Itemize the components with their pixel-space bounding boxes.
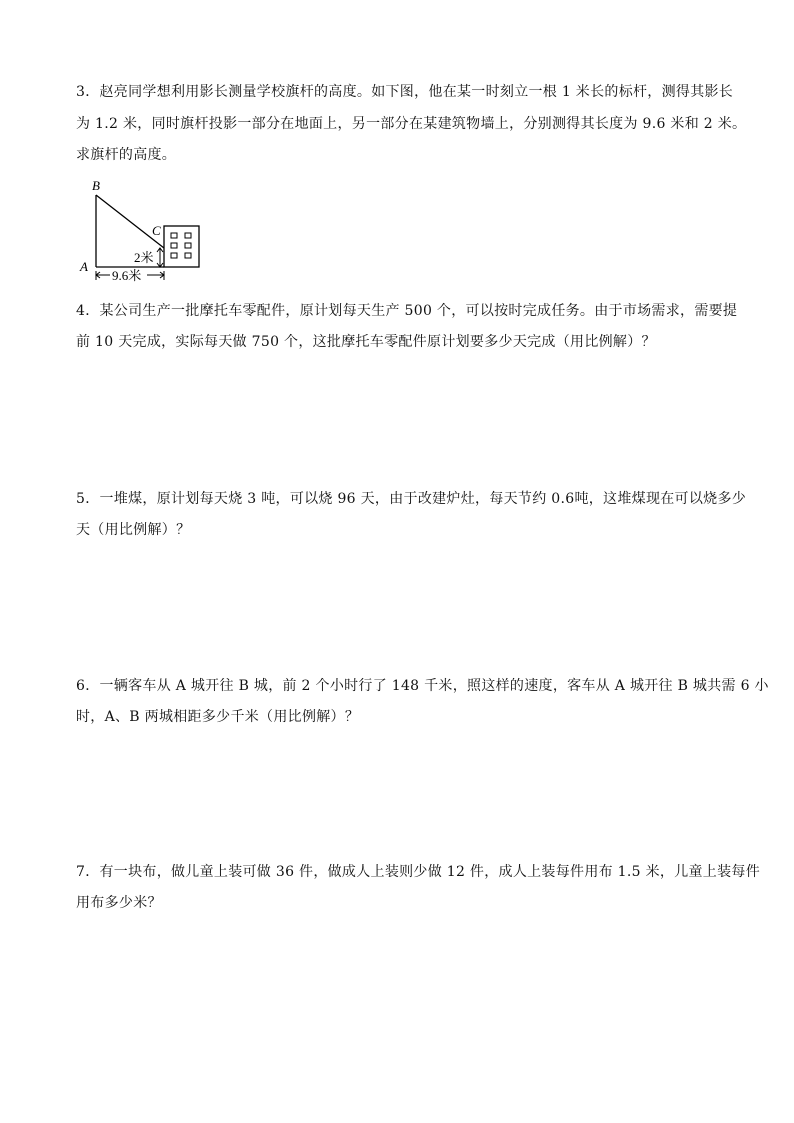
q7-text-line-2: 用布多少米？: [76, 895, 162, 911]
q7-text-line-1: 7．有一块布，做儿童上装可做 36 件，做成人上装则少做 12 件，成人上装每件用布 1.5 米，儿童上装每件: [76, 864, 760, 880]
q3-text-line-3: 求旗杆的高度。: [76, 147, 177, 163]
flagpole-figure: [78, 178, 208, 286]
q3-text-line-2: 为 1.2 米，同时旗杆投影一部分在地面上，另一部分在某建筑物墙上，分别测得其长度为 9.6 米和 2 米。: [76, 116, 747, 132]
building-windows: [171, 233, 191, 258]
q6-text-line-2: 时，A、B 两城相距多少千米（用比例解）？: [76, 709, 360, 725]
q5-text-line-2: 天（用比例解）？: [76, 522, 191, 538]
q6-text-line-1: 6．一辆客车从 A 城开往 B 城，前 2 个小时行了 148 千米，照这样的速度，客车从 A 城开往 B 城共需 6 小: [76, 678, 769, 694]
q4-text-line-2: 前 10 天完成，实际每天做 750 个，这批摩托车零配件原计划要多少天完成（用比例解）？: [76, 334, 656, 350]
q3-text-line-1: 3．赵亮同学想利用影长测量学校旗杆的高度。如下图，他在某一时刻立一根 1 米长的标杆，测得其影长: [76, 84, 734, 100]
label-a: A: [80, 259, 88, 274]
label-ground-length: 9.6米: [112, 268, 142, 283]
label-b: B: [92, 178, 100, 193]
building: [164, 226, 199, 267]
label-c: C: [152, 223, 161, 238]
q5-text-line-1: 5．一堆煤，原计划每天烧 3 吨，可以烧 96 天，由于改建炉灶，每天节约 0.6吨，这堆煤现在可以烧多少: [76, 491, 747, 507]
sun-ray-line: [96, 195, 164, 248]
label-wall-length: 2米: [134, 250, 154, 265]
q4-text-line-1: 4．某公司生产一批摩托车零配件，原计划每天生产 500 个，可以按时完成任务。由于市场需求，需要提: [76, 303, 738, 319]
